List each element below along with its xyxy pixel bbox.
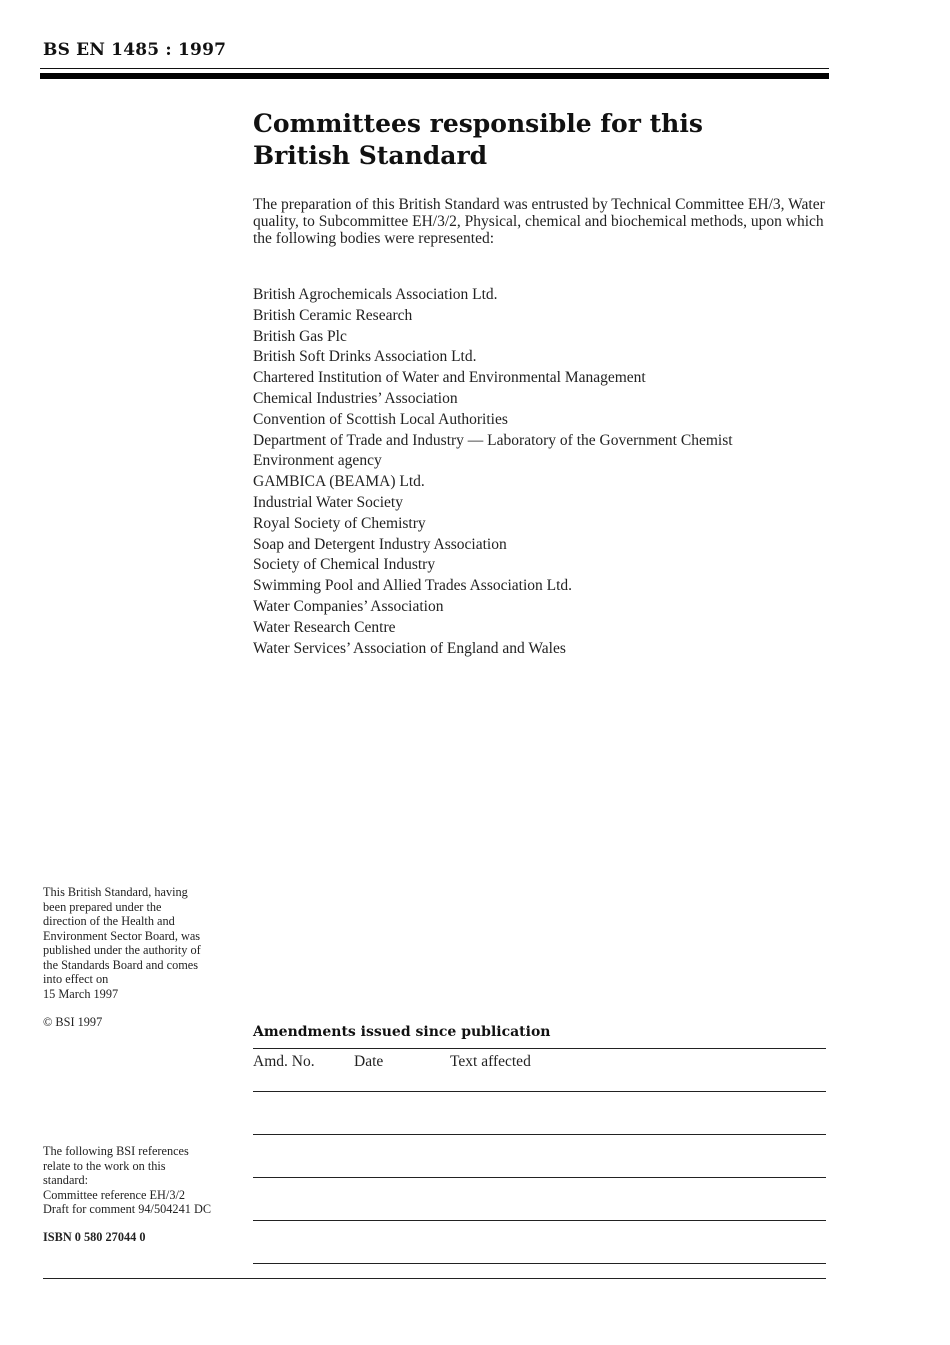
list-item: British Gas Plc	[253, 327, 347, 345]
table-row	[253, 1221, 826, 1263]
list-item: Industrial Water Society	[253, 493, 403, 511]
standard-id: BS EN 1485 : 1997	[43, 40, 227, 60]
table-row	[253, 1135, 826, 1177]
header-rule-thin	[40, 68, 829, 69]
amendments-table	[253, 1048, 826, 1264]
table-row	[253, 1092, 826, 1134]
list-item: Department of Trade and Industry — Laboratory of the Government Chemist	[253, 431, 733, 449]
list-item: GAMBICA (BEAMA) Ltd.	[253, 473, 425, 491]
page-title: Committees responsible for this British Standard	[253, 109, 703, 170]
list-item: Chartered Institution of Water and Environmental Management	[253, 369, 646, 387]
list-item: Swimming Pool and Allied Trades Association Ltd.	[253, 577, 573, 595]
copyright-notice: © BSI 1997	[43, 1015, 103, 1029]
main-content	[253, 108, 828, 659]
bsi-references: The following BSI references relate to the work on this standard: Committee reference EH/3/2 Draft for comment 94/504241 DC	[43, 1144, 212, 1216]
amendments-title: Amendments issued since publication	[253, 1024, 551, 1040]
table-header-row	[253, 1049, 826, 1091]
column-header-text-affected: Text affected	[450, 1053, 531, 1070]
column-header-amd-no: Amd. No.	[253, 1053, 315, 1070]
isbn: ISBN 0 580 27044 0	[43, 1230, 146, 1244]
list-item: British Agrochemicals Association Ltd.	[253, 286, 498, 303]
table-row	[253, 1178, 826, 1220]
list-item: Convention of Scottish Local Authorities	[253, 410, 508, 428]
list-item: Water Services’ Association of England and Wales	[253, 639, 566, 657]
list-item: Environment agency	[253, 452, 382, 470]
column-header-date: Date	[354, 1053, 384, 1070]
publication-note: This British Standard, having been prepared under the direction of the Health and Environment Sector Board, was published under the authority of the Standards Board and comes into effect on 15 March 1997	[43, 885, 201, 1001]
list-item: British Ceramic Research	[253, 306, 413, 324]
list-item: Water Research Centre	[253, 618, 396, 636]
list-item: Water Companies’ Association	[253, 597, 444, 615]
list-item: British Soft Drinks Association Ltd.	[253, 348, 477, 366]
footer-rule	[43, 1278, 826, 1279]
table-rule	[253, 1263, 826, 1264]
list-item: Society of Chemical Industry	[253, 556, 436, 574]
list-item: Chemical Industries’ Association	[253, 389, 458, 407]
list-item: Soap and Detergent Industry Association	[253, 535, 507, 553]
list-item: Royal Society of Chemistry	[253, 514, 426, 532]
bodies-list	[253, 285, 828, 659]
intro-paragraph: The preparation of this British Standard was entrusted by Technical Committee EH/3, Water quality, to Subcommittee EH/3/2, Physical, chemical and biochemical methods, upon which the following bodies were represented:	[253, 196, 825, 247]
header-rule-thick	[40, 73, 829, 79]
